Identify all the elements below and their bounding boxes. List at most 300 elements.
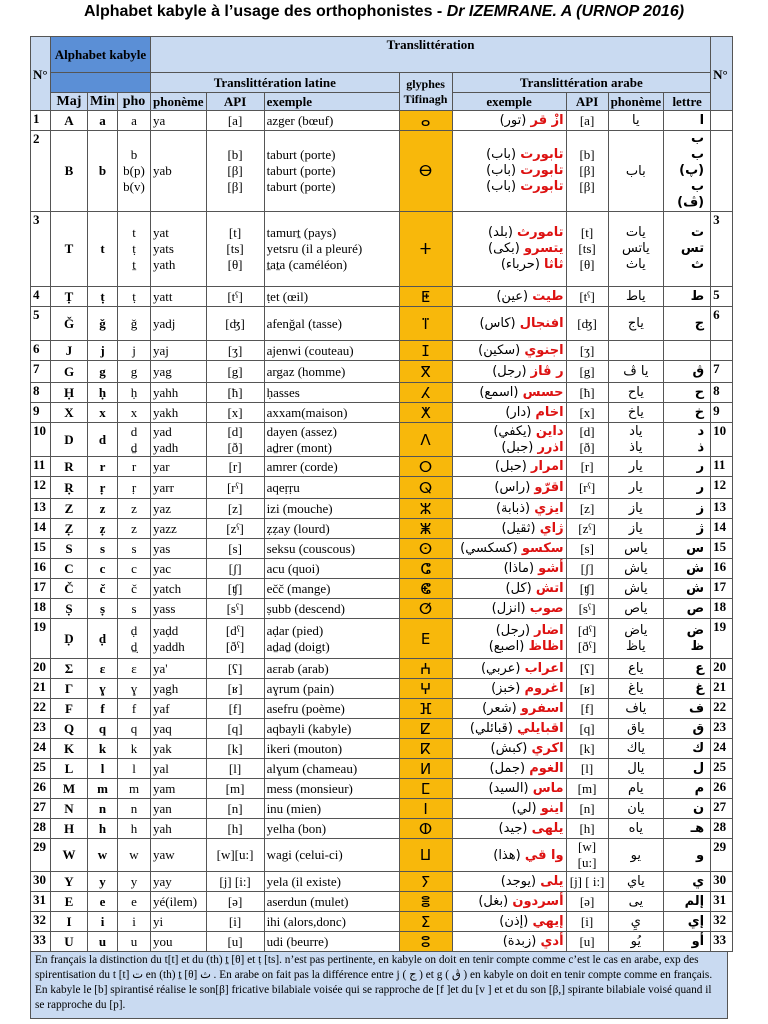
header-api: API bbox=[206, 93, 264, 111]
ar_let-line: ن bbox=[693, 801, 705, 816]
arabic-word: اضار bbox=[534, 622, 564, 638]
phonetic bbox=[118, 383, 151, 403]
tifinagh-glyph bbox=[399, 699, 452, 719]
phoneme-arabic bbox=[608, 872, 664, 892]
ar_api-line: [ðˤ] bbox=[577, 638, 597, 654]
api-line: [r] bbox=[228, 458, 242, 474]
ar_let-line: ي bbox=[692, 874, 705, 889]
header-no-right: N° bbox=[711, 37, 733, 111]
phoneme-arabic bbox=[608, 212, 664, 287]
letter-uppercase: H bbox=[51, 819, 88, 839]
arabic-gloss: (باب) bbox=[486, 147, 517, 162]
example-latin bbox=[264, 579, 399, 599]
ar_let-line: س bbox=[686, 541, 705, 556]
phonetic bbox=[118, 892, 151, 912]
phon-line: yazz bbox=[153, 520, 177, 536]
example-arabic-line bbox=[455, 561, 564, 576]
phon-line: yass bbox=[153, 600, 176, 616]
api-arabic bbox=[566, 212, 608, 287]
phoneme-name bbox=[151, 932, 207, 952]
api-latin bbox=[206, 719, 264, 739]
example-latin bbox=[264, 659, 399, 679]
row-number: 6 bbox=[31, 341, 51, 361]
ar_api-line: [u] bbox=[579, 933, 595, 949]
phon-line: yal bbox=[153, 760, 169, 776]
row-number-right: 3 bbox=[711, 212, 733, 287]
row-number: 32 bbox=[31, 912, 51, 932]
row-number: 2 bbox=[31, 131, 51, 212]
ex-line: tamurṯ (pays) bbox=[266, 225, 337, 240]
row-number-right: 19 bbox=[711, 619, 733, 659]
ex-line: aserdun (mulet) bbox=[266, 893, 349, 909]
letter-uppercase: I bbox=[51, 912, 88, 932]
api-latin bbox=[206, 559, 264, 579]
phoneme-name bbox=[151, 519, 207, 539]
example-arabic-line bbox=[455, 894, 564, 909]
row-number: 33 bbox=[31, 932, 51, 952]
phoneme-arabic bbox=[608, 579, 664, 599]
example-arabic-line bbox=[455, 541, 564, 556]
arabic-letter bbox=[664, 307, 711, 341]
row-number-right: 23 bbox=[711, 719, 733, 739]
phoneme-arabic bbox=[608, 559, 664, 579]
phoneme-name bbox=[151, 539, 207, 559]
phoneme-arabic bbox=[608, 361, 664, 383]
arabic-gloss: (ماذا) bbox=[503, 561, 535, 576]
table-row bbox=[31, 659, 733, 679]
example-arabic bbox=[452, 383, 566, 403]
row-number: 31 bbox=[31, 892, 51, 912]
tifinagh-glyph bbox=[399, 719, 452, 739]
example-arabic-line bbox=[455, 289, 564, 304]
ar_let-line: ژ bbox=[696, 521, 705, 536]
row-number-right: 10 bbox=[711, 423, 733, 457]
api-line: [ʤ] bbox=[225, 315, 245, 331]
arabic-word: اكري bbox=[531, 741, 564, 756]
ex-line: acu (quoi) bbox=[266, 560, 320, 576]
ar_api-line: [ts] bbox=[578, 241, 596, 256]
ar_let-line: إلم bbox=[684, 894, 705, 909]
arabic-gloss: (دار) bbox=[505, 405, 532, 420]
example-latin bbox=[264, 912, 399, 932]
arabic-word: الغوم bbox=[529, 761, 564, 776]
pho-line: j bbox=[132, 342, 136, 358]
arabic-gloss: (هذا) bbox=[493, 847, 521, 863]
example-latin bbox=[264, 559, 399, 579]
arabic-word: اغروم bbox=[524, 681, 564, 696]
example-arabic bbox=[452, 819, 566, 839]
arabic-letter bbox=[664, 423, 711, 457]
ar_let-line: ذ bbox=[697, 439, 705, 455]
ar_let-line: أو bbox=[691, 934, 705, 949]
phoneme-name bbox=[151, 457, 207, 477]
ar_phon-line: ياز bbox=[628, 521, 643, 536]
row-number: 19 bbox=[31, 619, 51, 659]
api-latin bbox=[206, 619, 264, 659]
phon-line: yaw bbox=[153, 847, 175, 862]
example-arabic-line bbox=[455, 405, 564, 420]
pho-line: e bbox=[131, 893, 137, 909]
phoneme-name bbox=[151, 287, 207, 307]
tifinagh-glyph bbox=[399, 111, 452, 131]
phoneme-name bbox=[151, 131, 207, 212]
ar_phon-line: يِ bbox=[630, 914, 641, 929]
row-number-right bbox=[711, 341, 733, 361]
example-arabic bbox=[452, 287, 566, 307]
example-arabic-line bbox=[455, 480, 564, 495]
arabic-word: تامورث bbox=[517, 225, 564, 240]
pho-line: t bbox=[132, 225, 136, 240]
phoneme-arabic bbox=[608, 932, 664, 952]
ar_api-line: [m] bbox=[577, 780, 597, 796]
ar_phon-line: يام bbox=[628, 781, 644, 796]
phon-line: yatt bbox=[153, 288, 173, 304]
api-arabic bbox=[566, 759, 608, 779]
phonetic bbox=[118, 839, 151, 872]
ex-line: udi (beurre) bbox=[266, 933, 329, 949]
phon-line: yakh bbox=[153, 404, 179, 420]
phon-line: yah bbox=[153, 820, 172, 836]
example-latin bbox=[264, 519, 399, 539]
table-row bbox=[31, 383, 733, 403]
arabic-gloss: (انزل) bbox=[491, 601, 526, 616]
letter-uppercase: Ṛ bbox=[51, 477, 88, 499]
title-author: Dr IZEMRANE. A (URNOP 2016) bbox=[446, 3, 685, 20]
letter-lowercase: b bbox=[88, 131, 118, 212]
example-latin bbox=[264, 539, 399, 559]
arabic-word: تابورت bbox=[520, 147, 564, 162]
row-number: 29 bbox=[31, 839, 51, 872]
api-line: [b] bbox=[227, 147, 243, 162]
api-line: [θ] bbox=[227, 257, 243, 272]
arabic-gloss: (تور) bbox=[499, 113, 527, 128]
letter-uppercase: C bbox=[51, 559, 88, 579]
tifinagh-glyph bbox=[399, 819, 452, 839]
ex-line: aḏaḏ (doigt) bbox=[266, 638, 330, 654]
arabic-gloss: (باب) bbox=[486, 179, 517, 194]
ar_phon-line: يات bbox=[625, 225, 646, 240]
example-latin bbox=[264, 383, 399, 403]
phoneme-name bbox=[151, 839, 207, 872]
ar_api-line: [β] bbox=[579, 163, 595, 178]
row-number-right: 21 bbox=[711, 679, 733, 699]
example-latin bbox=[264, 457, 399, 477]
arabic-word: اينو bbox=[540, 801, 564, 816]
phoneme-arabic bbox=[608, 779, 664, 799]
table-row bbox=[31, 361, 733, 383]
arabic-gloss: (راس) bbox=[494, 480, 531, 495]
header-glyphes: glyphes Tifinagh bbox=[399, 73, 452, 111]
tifinagh-glyph bbox=[399, 619, 452, 659]
letter-lowercase: ḥ bbox=[88, 383, 118, 403]
ex-line: wagi (celui-ci) bbox=[266, 847, 343, 862]
arabic-gloss: (لي) bbox=[511, 801, 537, 816]
header-no-left: N° bbox=[31, 37, 51, 111]
letter-uppercase: Ẓ bbox=[51, 519, 88, 539]
example-arabic-line bbox=[455, 801, 564, 816]
api-latin bbox=[206, 383, 264, 403]
pho-line: y bbox=[130, 873, 138, 889]
row-number-right: 6 bbox=[711, 307, 733, 341]
ar_api-line: [z] bbox=[579, 500, 595, 516]
ar_phon-line: ياتس bbox=[621, 241, 650, 256]
arabic-word: إيهي bbox=[532, 914, 564, 929]
pho-line: c bbox=[131, 560, 137, 576]
ex-line: ḥasses bbox=[266, 384, 300, 400]
ex-line: afenǧal (tasse) bbox=[266, 315, 342, 331]
example-arabic-line bbox=[455, 316, 564, 331]
tifinagh-glyph-icon: ⴻ bbox=[420, 892, 431, 911]
pho-line: ḏ bbox=[130, 439, 138, 455]
arabic-letter bbox=[664, 579, 711, 599]
ar_api-line: [n] bbox=[579, 800, 595, 816]
ar_let-line: ث bbox=[691, 257, 705, 272]
api-line: [zˤ] bbox=[226, 520, 244, 536]
ar_let-line: غ bbox=[695, 681, 705, 696]
letter-lowercase: č bbox=[88, 579, 118, 599]
api-arabic bbox=[566, 892, 608, 912]
row-number: 3 bbox=[31, 212, 51, 287]
pho-line: z bbox=[131, 520, 137, 536]
example-arabic-line bbox=[455, 440, 564, 456]
letter-uppercase: Ǧ bbox=[51, 307, 88, 341]
row-number: 16 bbox=[31, 559, 51, 579]
ar_api-line: [ʃ] bbox=[580, 560, 594, 576]
example-arabic-line bbox=[455, 343, 564, 358]
example-latin bbox=[264, 361, 399, 383]
arabic-word: ازْ قر bbox=[530, 113, 564, 128]
row-number: 9 bbox=[31, 403, 51, 423]
tifinagh-glyph bbox=[399, 307, 452, 341]
ar_phon-line: ياج bbox=[627, 316, 644, 331]
table-row bbox=[31, 839, 733, 872]
ar_api-line: [l] bbox=[580, 760, 594, 776]
phoneme-arabic bbox=[608, 912, 664, 932]
ar_api-line: [β] bbox=[579, 179, 595, 194]
arabic-letter bbox=[664, 403, 711, 423]
example-latin bbox=[264, 341, 399, 361]
arabic-gloss: (جبل) bbox=[501, 439, 534, 455]
example-arabic-line bbox=[455, 147, 564, 163]
arabic-word: أسردون bbox=[512, 894, 564, 909]
letter-lowercase: ε bbox=[88, 659, 118, 679]
phoneme-arabic bbox=[608, 619, 664, 659]
arabic-letter bbox=[664, 477, 711, 499]
pho-line: ṯ bbox=[132, 257, 136, 272]
row-number-right: 32 bbox=[711, 912, 733, 932]
arabic-letter bbox=[664, 559, 711, 579]
ex-line: ajenwi (couteau) bbox=[266, 342, 354, 358]
ar_phon-line: ياف bbox=[625, 701, 647, 716]
letter-lowercase: ṭ bbox=[88, 287, 118, 307]
api-line: [ʕ] bbox=[227, 660, 243, 676]
ar_api-line: [h] bbox=[579, 820, 595, 836]
alphabet-table bbox=[30, 36, 733, 952]
example-arabic-line bbox=[455, 701, 564, 716]
phon-line: yats bbox=[153, 241, 174, 256]
example-arabic bbox=[452, 361, 566, 383]
api-latin bbox=[206, 499, 264, 519]
phon-line: yaq bbox=[153, 720, 172, 736]
ar_phon-line: ياق bbox=[627, 721, 645, 736]
row-number-right: 29 bbox=[711, 839, 733, 872]
phon-line: yadh bbox=[153, 439, 179, 455]
arabic-word: طيت bbox=[532, 289, 564, 304]
ar_api-line: [g] bbox=[579, 363, 595, 379]
phonetic bbox=[118, 307, 151, 341]
tifinagh-glyph bbox=[399, 423, 452, 457]
ar_api-line: [ʕ] bbox=[579, 660, 595, 676]
example-arabic bbox=[452, 579, 566, 599]
example-arabic-line bbox=[455, 385, 564, 400]
api-line: [dˤ] bbox=[225, 622, 245, 638]
example-arabic bbox=[452, 599, 566, 619]
api-line: [k] bbox=[227, 740, 243, 756]
ar_let-line: ب (پ) bbox=[679, 147, 705, 178]
api-line: [ts] bbox=[226, 241, 244, 256]
arabic-letter bbox=[664, 872, 711, 892]
example-arabic-line bbox=[455, 163, 564, 179]
row-number: 15 bbox=[31, 539, 51, 559]
letter-uppercase: B bbox=[51, 131, 88, 212]
phoneme-name bbox=[151, 659, 207, 679]
row-number-right: 15 bbox=[711, 539, 733, 559]
ex-line: seksu (couscous) bbox=[266, 540, 356, 556]
ar_let-line: ب bbox=[691, 131, 705, 146]
arabic-word: اتش bbox=[535, 581, 564, 596]
phon-line: yaz bbox=[153, 500, 172, 516]
phoneme-name bbox=[151, 111, 207, 131]
example-arabic-line bbox=[455, 225, 564, 241]
phonetic bbox=[118, 361, 151, 383]
api-line: [g] bbox=[227, 363, 243, 379]
pho-line: b(v) bbox=[123, 179, 145, 194]
phon-line: yagh bbox=[153, 680, 179, 696]
example-arabic-line bbox=[455, 459, 564, 474]
phoneme-arabic bbox=[608, 892, 664, 912]
header-api-ar: API bbox=[566, 93, 608, 111]
phoneme-name bbox=[151, 679, 207, 699]
arabic-letter bbox=[664, 361, 711, 383]
title-main: Alphabet kabyle à l’usage des orthophonistes - bbox=[83, 3, 447, 20]
api-arabic bbox=[566, 457, 608, 477]
row-number-right: 13 bbox=[711, 499, 733, 519]
example-arabic bbox=[452, 341, 566, 361]
header-row-1 bbox=[31, 37, 733, 73]
ex-line: aɣrum (pain) bbox=[266, 680, 335, 696]
table-row bbox=[31, 287, 733, 307]
table-row bbox=[31, 739, 733, 759]
table-row bbox=[31, 519, 733, 539]
api-arabic bbox=[566, 111, 608, 131]
example-arabic bbox=[452, 307, 566, 341]
ex-line: ṯaṯa (caméléon) bbox=[266, 257, 348, 272]
ar_let-line: د bbox=[697, 423, 705, 439]
phoneme-name bbox=[151, 499, 207, 519]
phon-line: yath bbox=[153, 257, 176, 272]
tifinagh-glyph-icon: ⵊ bbox=[421, 341, 430, 360]
table-row bbox=[31, 779, 733, 799]
example-arabic-line bbox=[455, 781, 564, 796]
header-pho: pho bbox=[118, 93, 151, 111]
api-arabic bbox=[566, 559, 608, 579]
arabic-gloss: (بغل) bbox=[478, 894, 509, 909]
phoneme-name bbox=[151, 759, 207, 779]
api-line: [i] bbox=[228, 913, 242, 929]
ar_let-line: ت bbox=[691, 225, 705, 240]
tifinagh-glyph bbox=[399, 477, 452, 499]
tifinagh-glyph-icon: ⴰ bbox=[420, 111, 431, 130]
table-row bbox=[31, 932, 733, 952]
row-number-right: 14 bbox=[711, 519, 733, 539]
tifinagh-glyph bbox=[399, 679, 452, 699]
ar_let-line: ض bbox=[686, 622, 705, 638]
phonetic bbox=[118, 799, 151, 819]
tifinagh-glyph bbox=[399, 499, 452, 519]
phoneme-arabic bbox=[608, 819, 664, 839]
ar_phon-line: ياح bbox=[627, 385, 644, 400]
tifinagh-glyph-icon: ⴼ bbox=[419, 699, 433, 718]
ar_let-line: ف bbox=[689, 701, 705, 716]
ar_let-line: و bbox=[696, 847, 705, 863]
phoneme-name bbox=[151, 799, 207, 819]
phoneme-arabic bbox=[608, 739, 664, 759]
api-arabic bbox=[566, 383, 608, 403]
ar_api-line: [ð] bbox=[579, 439, 595, 455]
api-latin bbox=[206, 799, 264, 819]
ar_let-line: ش bbox=[686, 561, 705, 576]
api-line: [j] [i:] bbox=[219, 873, 251, 889]
api-arabic bbox=[566, 361, 608, 383]
row-number-right: 12 bbox=[711, 477, 733, 499]
tifinagh-glyph bbox=[399, 759, 452, 779]
phonetic bbox=[118, 759, 151, 779]
ex-line: aḍar (pied) bbox=[266, 622, 324, 638]
arabic-word: داين bbox=[535, 423, 564, 439]
letter-uppercase: Y bbox=[51, 872, 88, 892]
row-number-right: 24 bbox=[711, 739, 733, 759]
ar_let-line: ش bbox=[686, 581, 705, 596]
api-line: [ʧ] bbox=[227, 580, 243, 596]
example-arabic bbox=[452, 872, 566, 892]
table-row bbox=[31, 759, 733, 779]
ar_let-line: ج bbox=[694, 316, 705, 331]
phonetic bbox=[118, 403, 151, 423]
ex-line: izi (mouche) bbox=[266, 500, 333, 516]
phoneme-name bbox=[151, 912, 207, 932]
api-line: [ʃ] bbox=[228, 560, 242, 576]
api-latin bbox=[206, 932, 264, 952]
phoneme-arabic bbox=[608, 699, 664, 719]
api-arabic bbox=[566, 699, 608, 719]
example-latin bbox=[264, 739, 399, 759]
ar_api-line: [t] bbox=[580, 225, 594, 240]
pho-line: ṛ bbox=[131, 479, 137, 495]
ar_phon-line: يو bbox=[630, 847, 642, 863]
example-arabic bbox=[452, 759, 566, 779]
tifinagh-glyph-icon: ⴹ bbox=[420, 629, 431, 648]
arabic-word: حسس bbox=[522, 385, 564, 400]
tifinagh-glyph-icon: ⵥ bbox=[419, 519, 432, 538]
table-row bbox=[31, 307, 733, 341]
example-latin bbox=[264, 423, 399, 457]
arabic-gloss: (جيد) bbox=[498, 821, 528, 836]
api-line: [sˤ] bbox=[226, 600, 244, 616]
ar_phon-line: ياض bbox=[624, 622, 648, 638]
row-number: 23 bbox=[31, 719, 51, 739]
tifinagh-glyph-icon: ⵎ bbox=[420, 779, 431, 798]
ar_api-line: [rˤ] bbox=[578, 479, 596, 495]
